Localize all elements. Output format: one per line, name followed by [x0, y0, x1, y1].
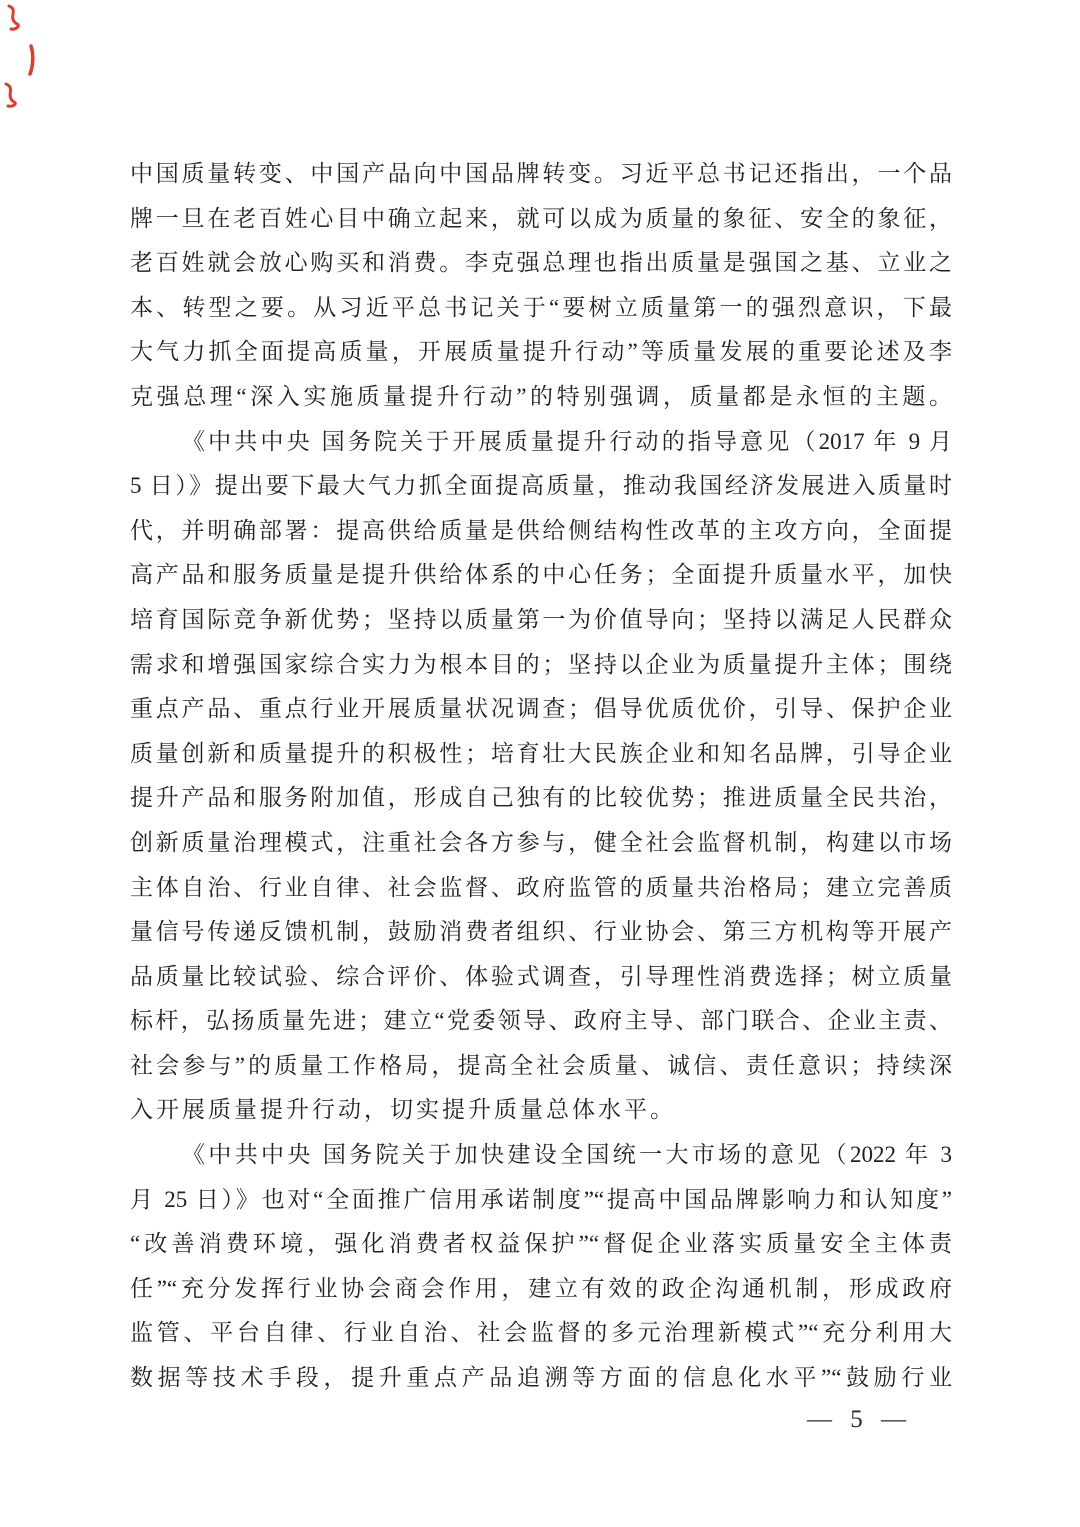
text-line: 主体自治、行业自律、社会监督、政府监管的质量共治格局；建立完善质: [130, 874, 952, 900]
text-line-paragraph-start: 《中共中央 国务院关于加快建设全国统一大市场的意见（2022 年 3: [182, 1142, 952, 1168]
text-line: 克强总理“深入实施质量提升行动”的特别强调，质量都是永恒的主题。: [130, 383, 952, 409]
page-number: — 5 —: [807, 1406, 912, 1433]
text-line: 监管、平台自律、行业自治、社会监督的多元治理新模式”“充分利用大: [130, 1320, 952, 1346]
text-line: 牌一旦在老百姓心目中确立起来，就可以成为质量的象征、安全的象征，: [130, 205, 952, 231]
text-line: 大气力抓全面提高质量，开展质量提升行动”等质量发展的重要论述及李: [130, 339, 952, 365]
text-line: 5 日）》提出要下最大气力抓全面提高质量，推动我国经济发展进入质量时: [130, 473, 952, 499]
text-line: 中国质量转变、中国产品向中国品牌转变。习近平总书记还指出，一个品: [130, 161, 952, 186]
text-line: 数据等技术手段，提升重点产品追溯等方面的信息化水平”“鼓励行业: [130, 1365, 952, 1391]
text-line: 创新质量治理模式，注重社会各方参与，健全社会监督机制，构建以市场: [130, 829, 952, 855]
text-line: 月 25 日）》也对“全面推广信用承诺制度”“提高中国品牌影响力和认知度”: [130, 1186, 952, 1212]
text-line: 培育国际竞争新优势；坚持以质量第一为价值导向；坚持以满足人民群众: [130, 606, 952, 632]
text-line: 标杆，弘扬质量先进；建立“党委领导、政府主导、部门联合、企业主责、: [130, 1008, 952, 1034]
text-line: 社会参与”的质量工作格局，提高全社会质量、诚信、责任意识；持续深: [130, 1052, 952, 1078]
text-line: 需求和增强国家综合实力为根本目的；坚持以企业为质量提升主体；围绕: [130, 651, 952, 677]
text-line: 品质量比较试验、综合评价、体验式调查，引导理性消费选择；树立质量: [130, 963, 952, 989]
red-ink-marks: [0, 0, 60, 120]
red-ink-stroke: [9, 6, 18, 29]
red-ink-stroke: [6, 84, 15, 106]
red-ink-stroke: [30, 46, 33, 74]
text-line: 任”“充分发挥行业协会商会作用，建立有效的政企沟通机制，形成政府: [130, 1275, 952, 1301]
text-line-paragraph-end: 入开展质量提升行动，切实提升质量总体水平。: [130, 1097, 676, 1123]
text-line: 量信号传递反馈机制，鼓励消费者组织、行业协会、第三方机构等开展产: [130, 919, 952, 945]
text-line: 高产品和服务质量是提升供给体系的中心任务；全面提升质量水平，加快: [130, 562, 952, 588]
text-line: 重点产品、重点行业开展质量状况调查；倡导优质优价，引导、保护企业: [130, 696, 952, 722]
text-line: 本、转型之要。从习近平总书记关于“要树立质量第一的强烈意识，下最: [130, 294, 952, 320]
document-body-text: [130, 152, 952, 1401]
text-line: “改善消费环境，强化消费者权益保护”“督促企业落实质量安全主体责: [130, 1231, 952, 1257]
text-line-paragraph-start: 《中共中央 国务院关于开展质量提升行动的指导意见（2017 年 9 月: [182, 428, 952, 454]
text-line: 质量创新和质量提升的积极性；培育壮大民族企业和知名品牌，引导企业: [130, 740, 952, 766]
text-line: 老百姓就会放心购买和消费。李克强总理也指出质量是强国之基、立业之: [130, 250, 952, 276]
text-line: 提升产品和服务附加值，形成自己独有的比较优势；推进质量全民共治，: [130, 785, 952, 811]
text-line: 代，并明确部署：提高供给质量是供给侧结构性改革的主攻方向，全面提: [130, 517, 952, 543]
